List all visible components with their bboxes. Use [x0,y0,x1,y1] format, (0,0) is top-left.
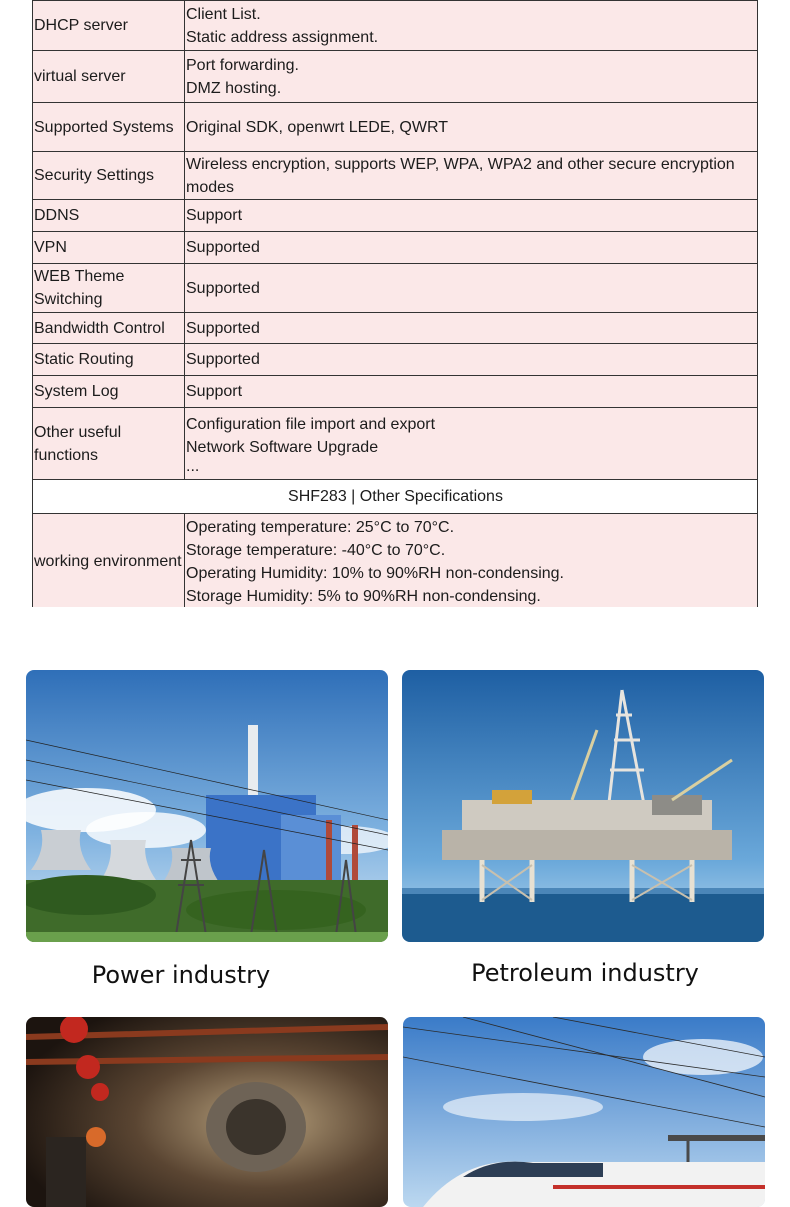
row-label: Other useful functions [33,408,185,480]
row-value: Supported [185,232,758,264]
table-row [33,200,758,232]
oil-rig-photo [402,670,764,942]
row-value [185,103,758,152]
section-header: SHF283 | Other Specifications [33,480,758,514]
value-line: Operating Humidity: 10% to 90%RH non-condensing. [186,565,564,582]
row-label: Static Routing [33,344,185,376]
value-line: Configuration file import and export [186,415,436,433]
value-line: Storage Humidity: 5% to 90%RH non-condensing. [186,588,541,605]
value-line: ... [186,457,200,475]
train-illustration [403,1017,765,1207]
row-value [185,408,758,480]
row-label: Bandwidth Control [33,313,185,344]
row-label: System Log [33,376,185,408]
table-row [33,152,758,200]
industry-caption: Power industry [91,961,271,989]
row-value: Support [185,200,758,232]
value-line: Client List. [186,5,261,23]
value-line: Operating temperature: 25°C to 70°C. [186,519,455,536]
row-label: Supported Systems [33,103,185,152]
table-row [33,408,758,480]
table-row [33,480,758,514]
row-value [185,51,758,103]
power-plant-illustration [26,670,388,942]
row-value: Supported [185,264,758,313]
table-row [33,103,758,152]
row-label: Security Settings [33,152,185,200]
value-line: Storage temperature: -40°C to 70°C. [186,542,446,559]
table-row [33,51,758,103]
row-value: Supported [185,344,758,376]
industry-caption: Petroleum industry [471,959,699,987]
value-line: Original SDK, openwrt LEDE, QWRT [186,118,449,136]
table-cutoff [0,607,790,647]
value-line: DMZ hosting. [186,79,282,97]
spec-table [32,0,758,610]
table-row [33,232,758,264]
mining-tunnel-photo [26,1017,388,1207]
value-line: Static address assignment. [186,28,379,46]
row-value [185,514,758,610]
row-label: working environment [33,514,185,610]
table-row [33,264,758,313]
value-line: Port forwarding. [186,56,299,74]
value-line: Network Software Upgrade [186,438,379,456]
oil-rig-illustration [402,670,764,942]
row-value: Support [185,376,758,408]
high-speed-train-photo [403,1017,765,1207]
table-row [33,514,758,610]
table-row [33,376,758,408]
row-value: Wireless encryption, supports WEP, WPA, WPA2 and other secure encryption modes [185,152,758,200]
row-label: DDNS [33,200,185,232]
table-row [33,313,758,344]
power-plant-photo [26,670,388,942]
row-value: Supported [185,313,758,344]
row-label: DHCP server [33,1,185,51]
table-row [33,1,758,51]
row-label: virtual server [33,51,185,103]
mining-illustration [26,1017,388,1207]
row-label: VPN [33,232,185,264]
row-value [185,1,758,51]
table-row [33,344,758,376]
row-label: WEB Theme Switching [33,264,185,313]
